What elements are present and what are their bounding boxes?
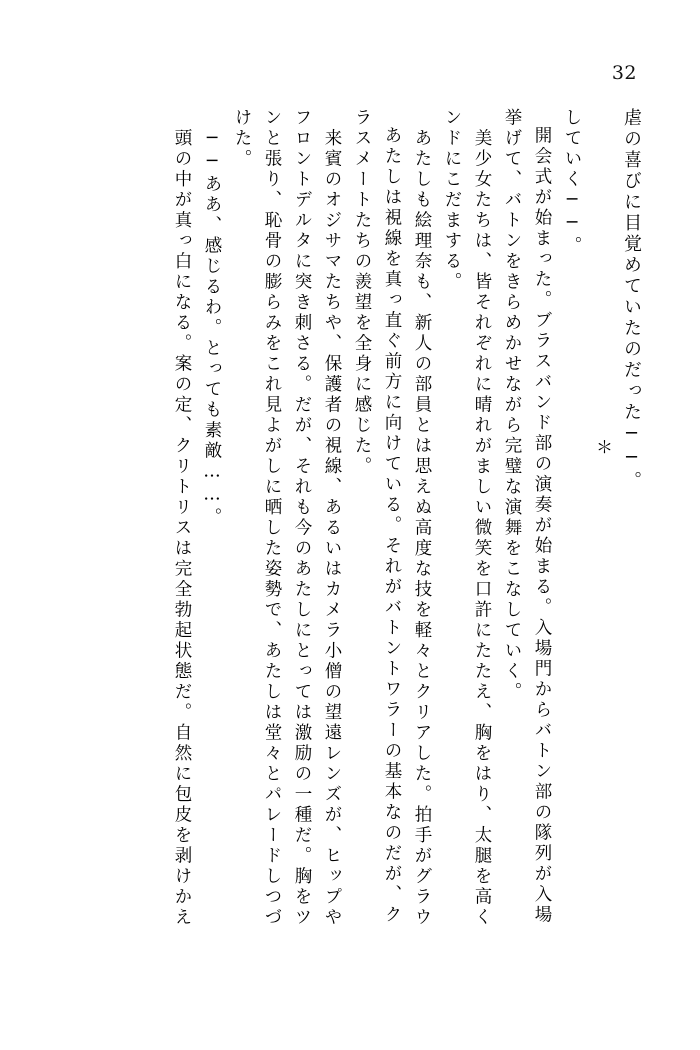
text-column: あたしも絵理奈も、新人の部員とは思えぬ高度な技を軽々とクリアした。拍手がグラウ — [412, 108, 432, 928]
text-column: ンと張り、恥骨の膨らみをこれ見よがしに晒した姿勢で、あたしは堂々とパレードしつづ — [262, 108, 282, 928]
text-column: していく──。 — [562, 108, 582, 257]
text-column: フロントデルタに突き刺さる。だが、それも今のあたしにとっては激励の一種だ。胸をツ — [292, 108, 312, 928]
text-column: 美少女たちは、皆それぞれに晴れがましい微笑を口許にたたえ、胸をはり、太腿を高く — [472, 108, 492, 928]
text-column: けた。 — [232, 108, 252, 170]
section-separator — [580, 108, 610, 1008]
text-column: 開会式が始まった。ブラスバンド部の演奏が始まる。入場門からバトン部の隊列が入場 — [532, 126, 552, 926]
text-column: 挙げて、バトンをきらめかせながら完璧な演舞をこなしていく。 — [502, 108, 522, 703]
text-column: 来賓のオジサマたちや、保護者の視線、あるいはカメラ小僧の望遠レンズが、ヒップや — [322, 108, 342, 928]
text-column: 虐の喜びに目覚めていたのだった──。 — [621, 108, 642, 492]
text-column: ンドにこだまする。 — [442, 108, 462, 293]
text-column: 頭の中が真っ白になる。案の定、クリトリスは完全勃起状態だ。自然に包皮を剥けかえ — [172, 108, 192, 928]
text-column: ラスメートたちの羨望を全身に感じた。 — [352, 108, 372, 477]
text-column: あたしは視線を真っ直ぐ前方に向けている。それがバトントワラーの基本なのだが、ク — [382, 126, 402, 926]
text-column: ──ああ、感じるわ。とっても素敵……。 — [202, 108, 222, 528]
vertical-text-body — [52, 108, 640, 1008]
page-number: 32 — [611, 62, 637, 84]
section-separator-glyph: ＊ — [592, 438, 612, 458]
